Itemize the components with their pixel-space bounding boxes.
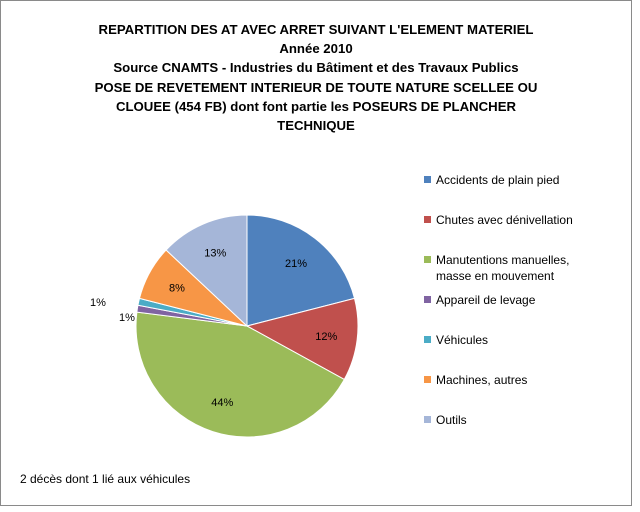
legend-swatch-chutes <box>424 216 431 223</box>
data-label-levage: 1% <box>119 312 135 324</box>
legend-item-machines <box>424 372 616 388</box>
title-line-4: POSE DE REVETEMENT INTERIEUR DE TOUTE NATURE SCELLEE OU <box>94 79 538 95</box>
legend-label-chutes: Chutes avec dénivellation <box>436 213 573 227</box>
legend-swatch-machines <box>424 376 431 383</box>
data-label-machines: 8% <box>169 282 185 295</box>
data-label-chutes: 12% <box>315 331 338 344</box>
legend-label-plain-pied: Accidents de plain pied <box>436 173 560 187</box>
legend-label-manutentions: Manutentions manuelles, masse en mouvement <box>436 253 570 283</box>
data-label-plain-pied: 21% <box>284 257 307 270</box>
legend-item-levage <box>424 292 616 308</box>
data-label-vehicules: 1% <box>90 297 106 309</box>
data-label-outils: 13% <box>204 247 227 260</box>
legend-label-vehicules: Véhicules <box>436 333 489 347</box>
legend-item-manutentions <box>424 252 616 284</box>
data-label-manutentions: 44% <box>211 397 234 410</box>
legend-item-vehicules <box>424 332 616 348</box>
legend-item-plain-pied <box>424 172 616 188</box>
title-line-3: Source CNAMTS - Industries du Bâtiment et des Travaux Publics <box>113 60 519 76</box>
legend-swatch-levage <box>424 296 431 303</box>
legend-swatch-vehicules <box>424 336 431 343</box>
title-line-6: TECHNIQUE <box>277 118 355 134</box>
legend-label-outils: Outils <box>436 413 467 427</box>
legend-item-outils <box>424 412 616 428</box>
legend-swatch-outils <box>424 416 431 423</box>
title-line-5: CLOUEE (454 FB) dont font partie les POSEURS DE PLANCHER <box>115 98 517 114</box>
title-line-2: Année 2010 <box>279 41 353 57</box>
legend-swatch-plain-pied <box>424 176 431 183</box>
legend-label-machines: Machines, autres <box>436 373 528 387</box>
legend-item-chutes <box>424 212 616 228</box>
footnote: 2 décès dont 1 lié aux véhicules <box>20 472 191 486</box>
legend-swatch-manutentions <box>424 256 431 263</box>
title-line-1: REPARTITION DES AT AVEC ARRET SUIVANT L'ELEMENT MATERIEL <box>98 22 534 37</box>
legend-label-levage: Appareil de levage <box>436 293 536 307</box>
